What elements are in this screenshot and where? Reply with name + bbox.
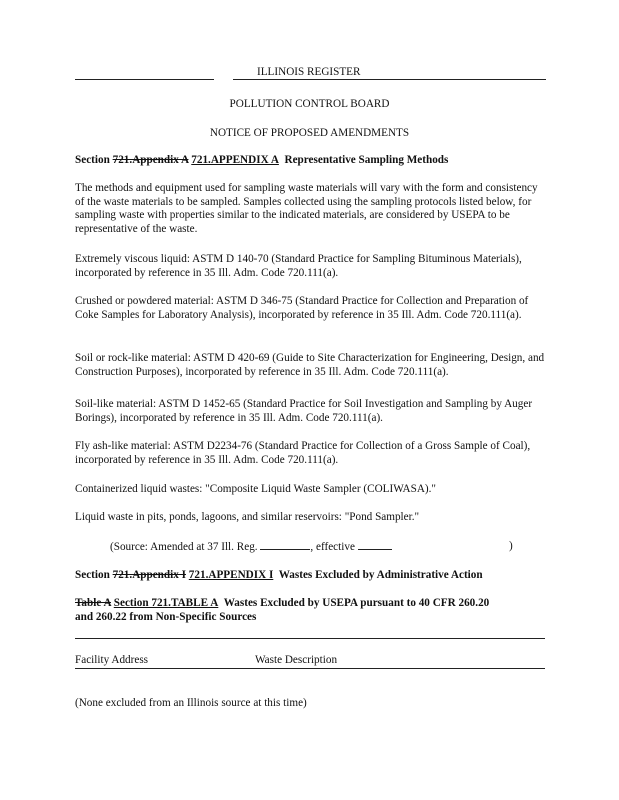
section-appendix-a-heading [75, 154, 545, 168]
header-rule-left [75, 79, 214, 80]
volume-blank [260, 540, 310, 550]
table-title-line2: and 260.22 from Non-Specific Sources [75, 611, 257, 623]
table-header-rule [75, 668, 545, 669]
source-note [110, 540, 510, 555]
section-title: Representative Sampling Methods [284, 154, 449, 166]
method-paragraph: Containerized liquid wastes: "Composite Liquid Waste Sampler (COLIWASA)." [75, 483, 436, 495]
col-facility-address: Facility Address [75, 654, 149, 666]
method-paragraph: Soil-like material: ASTM D 1452-65 (Standard Practice for Soil Investigation and Sampling by Auger Borings), incorporated by reference in 35 Ill. Adm. Code 720.111(a). [75, 398, 533, 424]
method-paragraph: Fly ash-like material: ASTM D2234-76 (Standard Practice for Collection of a Gross Sample of Coal), incorporated by reference in 35 Ill. Adm. Code 720.111(a). [75, 440, 531, 466]
method-paragraph: Liquid waste in pits, ponds, lagoons, and similar reservoirs: "Pond Sampler." [75, 511, 420, 523]
method-paragraph: Extremely viscous liquid: ASTM D 140-70 (Standard Practice for Sampling Bituminous Materials), incorporated by reference in 35 Ill. Adm. Code 720.111(a). [75, 253, 522, 279]
register-title: ILLINOIS REGISTER [257, 66, 361, 78]
new-reference: Section 721.TABLE A [113, 597, 219, 609]
old-reference: Table A [75, 597, 111, 609]
old-reference: 721.Appendix A [112, 154, 189, 166]
table-a-heading [75, 597, 545, 611]
new-reference: 721.APPENDIX A [191, 154, 279, 166]
method-paragraph: Soil or rock-like material: ASTM D 420-69 (Guide to Site Characterization for Engineering, Design, and Construction Purposes), incorporated by reference in 35 Ill. Adm. Code 720.111(a). [75, 352, 545, 378]
date-blank [358, 540, 392, 550]
intro-paragraph: The methods and equipment used for sampling waste materials will vary with the form and consistency of the waste materials to be sampled. Samples collected using the sampling protocols listed below, for sampling waste with properties similar to the indicated materials, are considered by USEPA to be representative of the waste. [75, 182, 538, 235]
new-reference: 721.APPENDIX I [188, 569, 274, 581]
effective-label: , effective [310, 541, 355, 553]
source-prefix: (Source: Amended at 37 Ill. Reg. [110, 541, 258, 553]
method-paragraph: Crushed or powdered material: ASTM D 346-75 (Standard Practice for Collection and Preparation of Coke Samples for Laboratory Analysis), incorporated by reference in 35 Ill. Adm. Code 720.111(a). [75, 295, 529, 321]
section-appendix-i-heading [75, 569, 545, 583]
section-label: Section [75, 154, 110, 166]
section-title: Wastes Excluded by Administrative Action [278, 569, 483, 581]
agency-title: POLLUTION CONTROL BOARD [229, 98, 390, 110]
section-label: Section [75, 569, 110, 581]
table-title-line1: Wastes Excluded by USEPA pursuant to 40 CFR 260.20 [223, 597, 490, 609]
notice-title: NOTICE OF PROPOSED AMENDMENTS [209, 127, 410, 139]
table-note: (None excluded from an Illinois source at this time) [75, 697, 307, 709]
table-top-rule [75, 638, 545, 639]
old-reference: 721.Appendix I [112, 569, 186, 581]
col-waste-description: Waste Description [255, 654, 338, 666]
source-close: ) [509, 540, 513, 552]
